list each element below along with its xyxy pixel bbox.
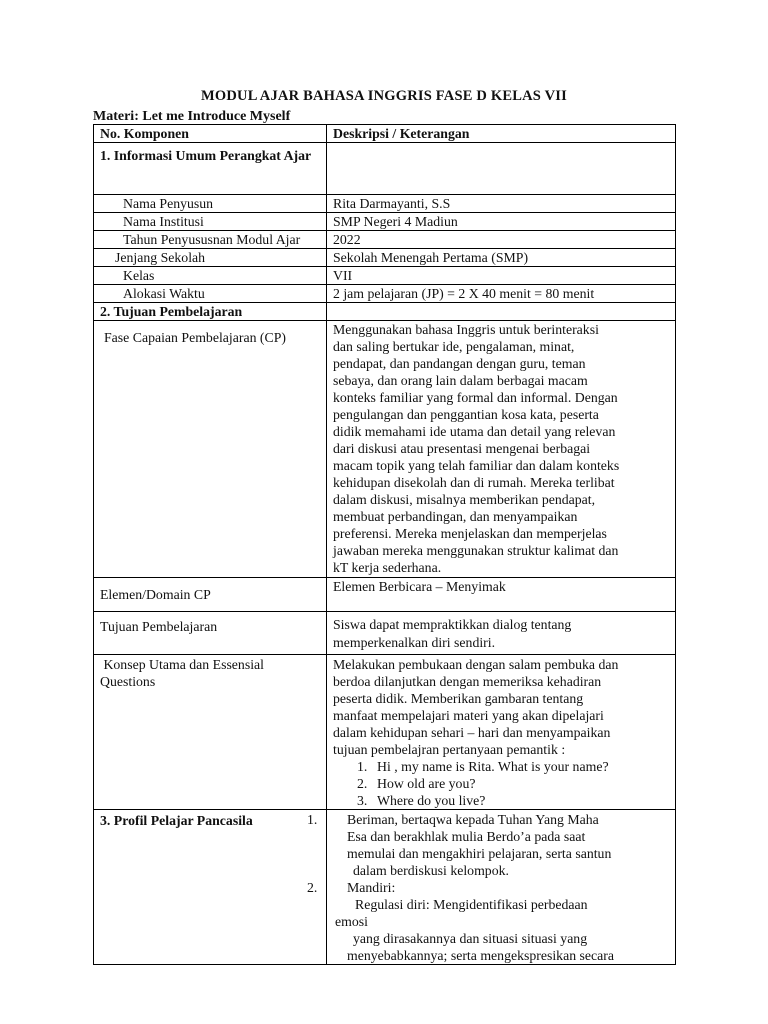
fase-line: jawaban mereka menggunakan struktur kalimat dan (333, 543, 619, 558)
table-header-row (94, 125, 676, 143)
profil-item (307, 811, 669, 828)
section-profil-heading: 3. Profil Pelajar Pancasila (94, 810, 327, 965)
info-label: Tahun Penyususnan Modul Ajar (94, 231, 327, 249)
header-komponen: No. Komponen (94, 125, 327, 143)
fase-line: pendapat, dan pandangan dengan guru, teman (333, 356, 586, 371)
info-row (94, 195, 676, 213)
profil-line: memulai dan mengakhiri pelajaran, serta santun (347, 846, 612, 861)
fase-line: preferensi. Mereka menjelaskan dan memperjelas (333, 526, 607, 541)
tujuan-value (327, 612, 676, 655)
profil-text: Beriman, bertaqwa kepada Tuhan Yang Maha (347, 812, 599, 827)
question-text: Hi , my name is Rita. What is your name? (377, 759, 609, 774)
konsep-label-line: Konsep Utama dan Essensial (100, 657, 264, 672)
info-row (94, 249, 676, 267)
fase-line: Menggunakan bahasa Inggris untuk berinteraksi (333, 322, 599, 337)
profil-line: yang dirasakannya dan situasi situasi yang (353, 931, 588, 946)
konsep-line: manfaat mempelajari materi yang akan dipelajari (333, 708, 604, 723)
fase-line: macam topik yang telah familiar dan dalam konteks (333, 458, 620, 473)
info-label: Nama Institusi (94, 213, 327, 231)
info-value: 2022 (327, 231, 676, 249)
section-tujuan-row (94, 303, 676, 321)
fase-line: dan saling bertukar ide, pengalaman, minat, (333, 339, 575, 354)
tujuan-line: Siswa dapat mempraktikkan dialog tentang (333, 617, 572, 632)
konsep-label (94, 655, 327, 810)
info-row (94, 213, 676, 231)
tujuan-label: Tujuan Pembelajaran (94, 612, 327, 655)
fase-row (94, 321, 676, 578)
info-label: Jenjang Sekolah (94, 249, 327, 267)
elemen-label: Elemen/Domain CP (94, 578, 327, 612)
info-value: VII (327, 267, 676, 285)
konsep-line: berdoa dilanjutkan dengan memeriksa kehadiran (333, 674, 602, 689)
konsep-line: Melakukan pembukaan dengan salam pembuka dan (333, 657, 619, 672)
materi-heading: Materi: Let me Introduce Myself (93, 109, 291, 124)
fase-line: sebaya, dan orang lain dalam berbagai macam (333, 373, 588, 388)
profil-description (307, 810, 676, 965)
konsep-row (94, 655, 676, 810)
tujuan-line: memperkenalkan diri sendiri. (333, 635, 496, 650)
profil-number: 1. (307, 812, 318, 827)
info-label: Nama Penyusun (94, 195, 327, 213)
elemen-value: Elemen Berbicara – Menyimak (327, 578, 676, 612)
profil-line: Esa dan berakhlak mulia Berdo’a pada saat (347, 829, 586, 844)
profil-line: Regulasi diri: Mengidentifikasi perbedaan (355, 897, 588, 912)
question-item (333, 775, 669, 792)
question-number: 3. (357, 793, 368, 808)
question-number: 1. (357, 759, 368, 774)
profil-list (307, 811, 669, 964)
fase-line: kT kerja sederhana. (333, 560, 442, 575)
section-informasi-heading: 1. Informasi Umum Perangkat Ajar (94, 143, 327, 195)
fase-description (327, 321, 676, 578)
fase-line: dari diskusi atau presentasi mengenai berbagai (333, 441, 591, 456)
fase-line: membuat perbandingan, dan menyampaikan (333, 509, 578, 524)
question-item (333, 758, 669, 775)
tujuan-row (94, 612, 676, 655)
section-informasi-empty (327, 143, 676, 195)
fase-line: didik memahami ide utama dan detail yang relevan (333, 424, 616, 439)
section-tujuan-empty (327, 303, 676, 321)
profil-text: Mandiri: (347, 880, 396, 895)
document-title: MODUL AJAR BAHASA INGGRIS FASE D KELAS VII (200, 88, 567, 104)
info-value: Sekolah Menengah Pertama (SMP) (327, 249, 676, 267)
question-text: Where do you live? (377, 793, 486, 808)
info-value: 2 jam pelajaran (JP) = 2 X 40 menit = 80 menit (327, 285, 676, 303)
info-label: Kelas (94, 267, 327, 285)
question-number: 2. (357, 776, 368, 791)
info-row (94, 267, 676, 285)
konsep-description (327, 655, 676, 810)
info-value: SMP Negeri 4 Madiun (327, 213, 676, 231)
fase-line: pengulangan dan penggantian kosa kata, peserta (333, 407, 599, 422)
profil-row (94, 810, 676, 965)
fase-line: kehidupan disekolah dan di rumah. Mereka terlibat (333, 475, 615, 490)
section-tujuan-heading: 2. Tujuan Pembelajaran (94, 303, 327, 321)
question-text: How old are you? (377, 776, 476, 791)
question-item (333, 792, 669, 809)
profil-line: menyebabkannya; serta mengekspresikan secara (347, 948, 615, 963)
fase-line: dalam diskusi, misalnya memberikan pendapat, (333, 492, 596, 507)
profil-number: 2. (307, 880, 318, 895)
info-label: Alokasi Waktu (94, 285, 327, 303)
konsep-line: dalam kehidupan sehari – hari dan menyampaikan (333, 725, 611, 740)
modul-table (93, 124, 676, 965)
info-row (94, 231, 676, 249)
fase-line: konteks familiar yang formal dan informal. Dengan (333, 390, 618, 405)
header-deskripsi: Deskripsi / Keterangan (327, 125, 676, 143)
profil-line: dalam berdiskusi kelompok. (353, 863, 509, 878)
fase-label: Fase Capaian Pembelajaran (CP) (94, 321, 327, 578)
section-informasi-row (94, 143, 676, 195)
konsep-line: tujuan pembelajran pertanyaan pemantik : (333, 742, 566, 757)
konsep-line: peserta didik. Memberikan gambaran tentang (333, 691, 584, 706)
profil-line: emosi (335, 914, 368, 929)
info-value: Rita Darmayanti, S.S (327, 195, 676, 213)
konsep-label-line: Questions (100, 674, 156, 689)
elemen-row (94, 578, 676, 612)
profil-item (307, 879, 669, 896)
info-row (94, 285, 676, 303)
